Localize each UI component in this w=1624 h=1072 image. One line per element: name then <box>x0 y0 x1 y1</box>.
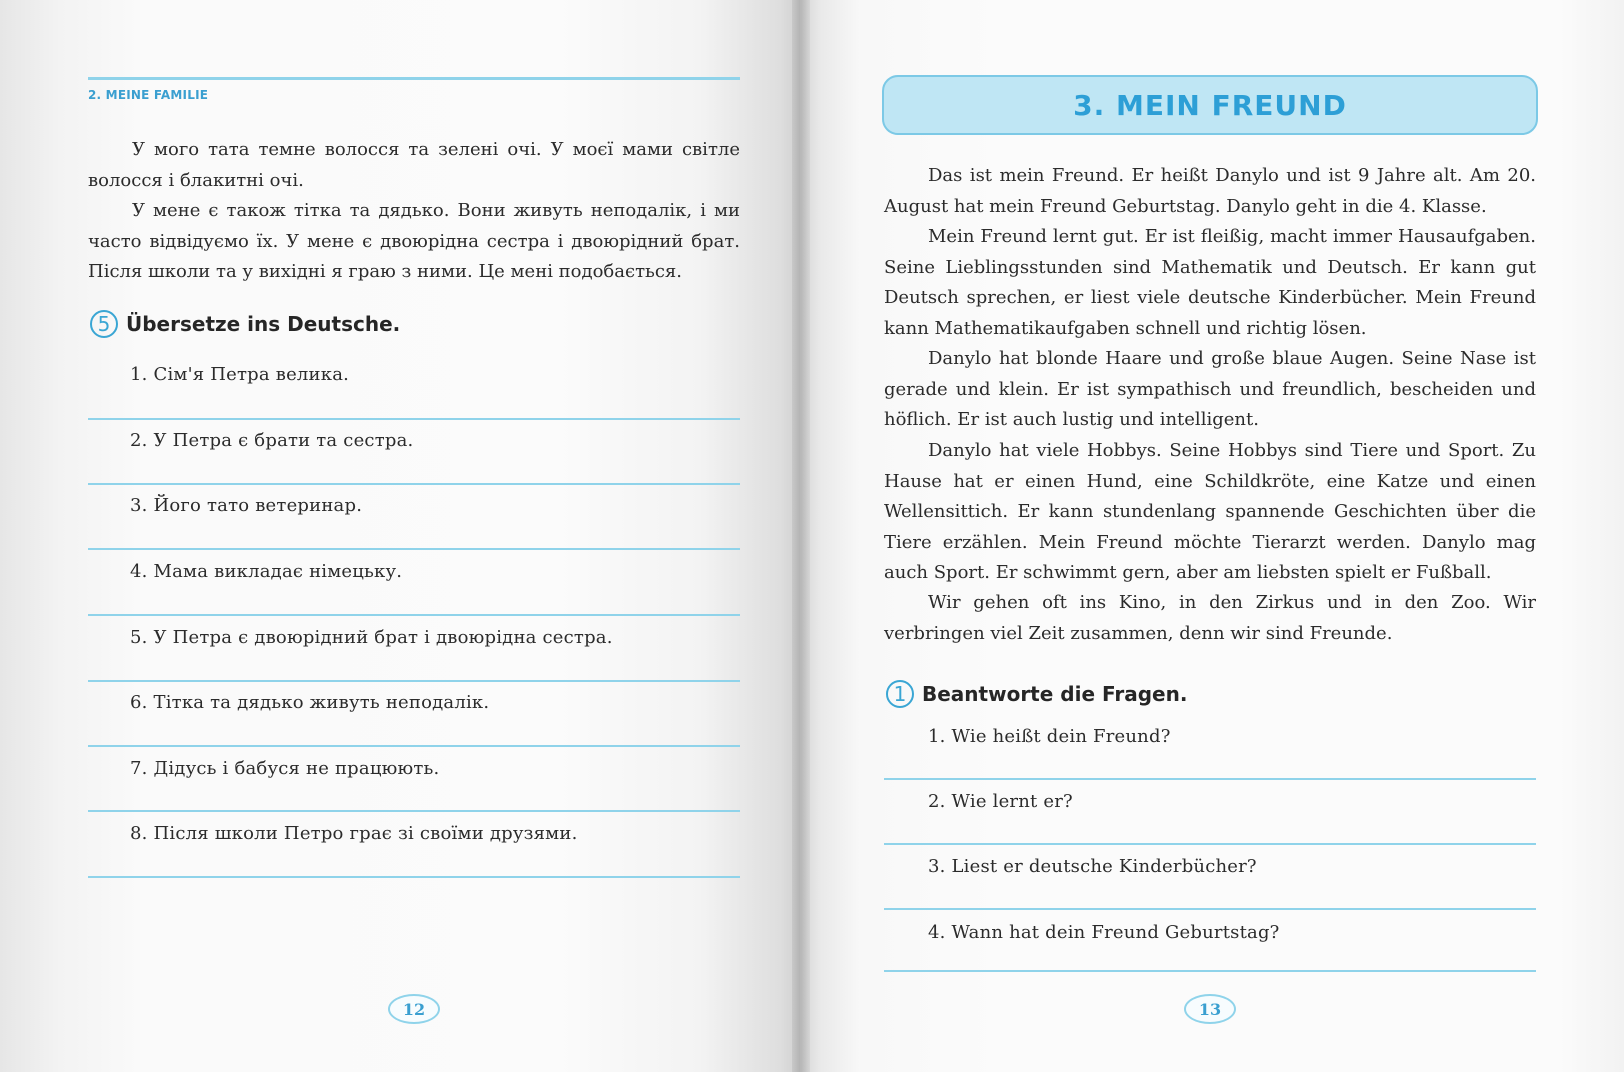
paragraph: Danylo hat viele Hobbys. Seine Hobbys sind Tiere und Sport. Zu Hause hat er einen Hund, eine Schildkröte, eine Katze und einen Wellensittich. Er kann stundenlang spannende Geschichten über die Tiere erzählen. Mein Freund möchte Tierarzt werden. Danylo mag auch Sport. Er schwimmt gern, aber am liebsten spielt er Fußball. <box>884 440 1536 583</box>
exercise-item: 2. У Петра є брати та сестра. <box>130 430 414 451</box>
task-title: Beantworte die Fragen. <box>922 682 1188 706</box>
answer-line[interactable] <box>88 810 740 812</box>
answer-line[interactable] <box>88 876 740 878</box>
answer-line[interactable] <box>884 778 1536 780</box>
exercise-item: 8. Після школи Петро грає зі своїми друзями. <box>130 823 578 844</box>
exercise-item: 6. Тітка та дядько живуть неподалік. <box>130 692 490 713</box>
exercise-item: 4. Мама викладає німецьку. <box>130 561 403 582</box>
page-number: 13 <box>1184 994 1236 1024</box>
running-head: 2. MEINE FAMILIE <box>88 88 209 102</box>
exercise-item: 1. Сім'я Петра велика. <box>130 364 350 385</box>
exercise-item: 5. У Петра є двоюрідний брат і двоюрідна сестра. <box>130 627 613 648</box>
exercise-item: 1. Wie heißt dein Freund? <box>928 726 1171 747</box>
exercise-item: 4. Wann hat dein Freund Geburtstag? <box>928 922 1280 943</box>
book-spine <box>792 0 810 1072</box>
exercise-item: 3. Liest er deutsche Kinderbücher? <box>928 856 1257 877</box>
paragraph: Das ist mein Freund. Er heißt Danylo und ist 9 Jahre alt. Am 20. August hat mein Freund Geburtstag. Danylo geht in die 4. Klasse. <box>884 165 1536 217</box>
answer-line[interactable] <box>88 483 740 485</box>
chapter-title-box <box>882 75 1538 135</box>
right-page <box>800 0 1624 1072</box>
task-title: Übersetze ins Deutsche. <box>126 312 401 336</box>
task-heading <box>90 310 400 338</box>
exercise-item: 3. Його тато ветеринар. <box>130 495 363 516</box>
paragraph: У мого тата темне волосся та зелені очі. У моєї мами світле волосся і блакитні очі. <box>88 139 740 191</box>
paragraph: Mein Freund lernt gut. Er ist fleißig, macht immer Hausaufgaben. Seine Lieblingsstunden sind Mathematik und Deutsch. Er kann gut Deutsch sprechen, er liest viele deutsche Kinderbücher. Mein Freund kann Mathematikaufgaben schnell und richtig lösen. <box>884 226 1536 339</box>
answer-line[interactable] <box>884 908 1536 910</box>
task-number-icon: 1 <box>886 680 914 708</box>
chapter-title: 3. MEIN FREUND <box>1073 88 1347 122</box>
task-number-icon: 5 <box>90 310 118 338</box>
paragraph: У мене є також тітка та дядько. Вони живуть неподалік, і ми часто відвідуємо їх. У мене є двоюрідна сестра і двоюрідний брат. Після школи та у вихідні я граю з ними. Це мені подобається. <box>88 200 740 282</box>
exercise-item: 2. Wie lernt er? <box>928 791 1073 812</box>
left-page <box>0 0 800 1072</box>
task-heading <box>886 680 1187 708</box>
answer-line[interactable] <box>88 548 740 550</box>
running-head-rule <box>88 77 740 80</box>
answer-line[interactable] <box>88 680 740 682</box>
answer-line[interactable] <box>88 418 740 420</box>
answer-line[interactable] <box>884 843 1536 845</box>
page-number: 12 <box>388 994 440 1024</box>
answer-line[interactable] <box>884 970 1536 972</box>
exercise-item: 7. Дідусь і бабуся не працюють. <box>130 758 440 779</box>
paragraph: Danylo hat blonde Haare und große blaue Augen. Seine Nase ist gerade und klein. Er ist sympathisch und freundlich, bescheiden und höflich. Er ist auch lustig und intelligent. <box>884 348 1536 430</box>
answer-line[interactable] <box>88 614 740 616</box>
answer-line[interactable] <box>88 745 740 747</box>
paragraph: Wir gehen oft ins Kino, in den Zirkus und in den Zoo. Wir verbringen viel Zeit zusammen, denn wir sind Freunde. <box>884 592 1536 644</box>
